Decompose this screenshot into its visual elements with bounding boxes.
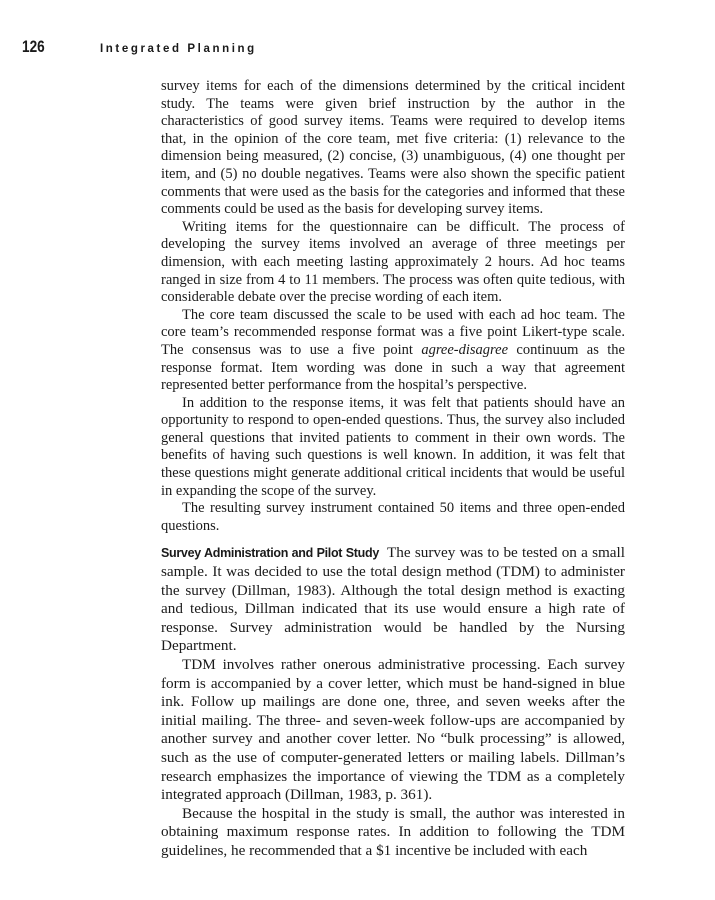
paragraph-instrument: The resulting survey instrument contained 50 items and three open-ended questions. — [161, 500, 625, 534]
body-text — [161, 78, 625, 861]
page-header — [22, 37, 257, 57]
running-head: Integrated Planning — [100, 43, 257, 55]
paragraph-writing-items: Writing items for the questionnaire can be difficult. The process of developing the survey items involved an average of three meetings per dimension, with each meeting lasting approximately 2 hours. Ad hoc teams ranged in size from 4 to 11 members. The process was often quite tedious, with considerable debate over the precise wording of each item. — [161, 218, 625, 306]
page-number: 126 — [22, 37, 45, 56]
paragraph-survey-administration-text: The survey was to be tested on a small sample. It was decided to use the total design method (TDM) to administer the survey (Dillman, 1983). Although the total design method is exacting and tedious, Dillman indicated that its use would ensure a high rate of response. Survey administration would be handled by the Nursing Department. — [161, 544, 625, 655]
section-heading: Survey Administration and Pilot Study — [161, 546, 379, 561]
paragraph-open-ended: In addition to the response items, it was felt that patients should have an opportunity to respond to open-ended questions. Thus, the survey also included general questions that invited patients to comment in their own words. The benefits of having such questions is well known. In addition, it was felt that these questions might generate additional critical incidents that would be useful in expanding the scope of the survey. — [161, 394, 625, 499]
paragraph-tdm: TDM involves rather onerous administrative processing. Each survey form is accompanied by a cover letter, which must be hand-signed in blue ink. Follow up mailings are done one, three, and seven weeks after the initial mailing. The three- and seven-week follow-ups are accompanied by another survey and another cover letter. No “bulk processing” is allowed, such as the use of computer-generated letters or mailing labels. Dillman’s research emphasizes the importance of viewing the TDM as a completely integrated approach (Dillman, 1983, p. 361). — [161, 656, 625, 804]
paragraph-scale-text-1: The core team discussed the scale to be used with each ad hoc team. The core team’s recommended response format was a five point Likert-type scale. The consensus was to use a five point — [161, 306, 625, 358]
paragraph-incentive: Because the hospital in the study is small, the author was interested in obtaining maximum response rates. In addition to following the TDM guidelines, he recommended that a $1 incentive be included with each — [161, 804, 625, 859]
section-spacer — [161, 535, 625, 544]
emphasis-agree-disagree: agree-disagree — [421, 341, 509, 358]
paragraph-survey-items: survey items for each of the dimensions determined by the critical incident study. The teams were given brief instruction by the author in the characteristics of good survey items. Teams were required to develop items that, in the opinion of the core team, met five criteria: (1) relevance to the dimension being measured, (2) concise, (3) unambiguous, (4) one thought per item, and (5) no double negatives. Teams were also shown the specific patient comments that were used as the basis for the categories and informed that these comments could be used as the basis for developing survey items. — [161, 78, 625, 218]
paragraph-survey-administration — [161, 544, 625, 656]
paragraph-scale — [161, 307, 625, 395]
paragraph-scale-text-2: continuum as the response format. Item wording was done in such a way that agreement represented better performance from the hospital’s perspective. — [161, 341, 625, 394]
